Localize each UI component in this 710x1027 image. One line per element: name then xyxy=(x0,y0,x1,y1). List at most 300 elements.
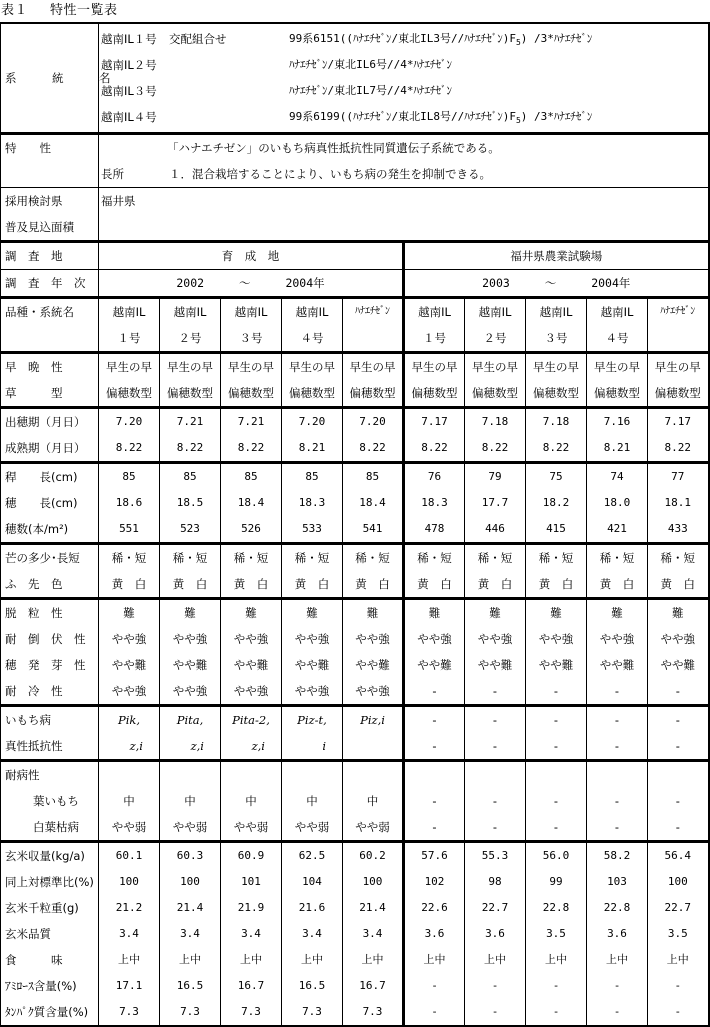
cell-value: 56.4 xyxy=(664,849,692,862)
variety-name: ﾊﾅｴﾁｾﾞﾝ xyxy=(660,306,696,317)
value-cell xyxy=(404,599,465,706)
site-group2 xyxy=(404,242,709,270)
cell-value: 上中 xyxy=(361,953,384,966)
cell-value: 7.20 xyxy=(359,415,386,428)
cell-value: やや強 xyxy=(233,684,269,698)
blast-gene-2: - xyxy=(553,739,559,753)
value-cell xyxy=(526,544,587,599)
blast-gene-1: - xyxy=(675,713,680,727)
cell-value: やや弱 xyxy=(111,820,147,834)
cell-value: 16.5 xyxy=(298,979,326,992)
cell-value: 85 xyxy=(365,470,380,483)
cell-value: 7.3 xyxy=(362,1005,383,1018)
cell-value: 上中 xyxy=(666,953,689,966)
cell-value: 18.3 xyxy=(298,496,326,509)
variety-name: 越南IL xyxy=(600,305,634,319)
cell-value: 上中 xyxy=(606,953,628,966)
variety-header-cell xyxy=(465,298,526,353)
value-cell xyxy=(99,408,160,463)
cell-value: 稀・短 xyxy=(477,551,513,565)
variety-number: ２号 xyxy=(483,331,507,345)
value-cell xyxy=(160,353,221,408)
value-cell xyxy=(99,842,160,1027)
cell-value: 7.17 xyxy=(421,415,448,428)
cell-value: 早生の早 xyxy=(106,360,152,374)
row-label: 白葉枯病 xyxy=(33,820,79,834)
cell-value: 早生の早 xyxy=(167,360,213,374)
cross-label: 交配組合せ xyxy=(169,32,227,46)
cell-value: 76 xyxy=(427,470,442,483)
blast-gene-2: z,i xyxy=(129,739,143,753)
cell-value: 22.8 xyxy=(542,901,570,914)
value-cell xyxy=(587,761,648,842)
row-label-cell xyxy=(1,706,99,761)
variety-header-cell xyxy=(648,298,709,353)
blast-gene-1: - xyxy=(492,713,498,727)
cell-value: 77 xyxy=(671,470,685,483)
cell-value: 8.22 xyxy=(421,441,448,454)
cell-value: 7.3 xyxy=(302,1005,322,1018)
cell-value: 16.5 xyxy=(176,979,204,992)
value-cell xyxy=(221,353,282,408)
lines-label: 系 統 名 xyxy=(5,71,123,85)
cell-value: 98 xyxy=(488,875,502,888)
blast-gene-2 xyxy=(345,733,400,759)
cell-value: 60.3 xyxy=(176,849,204,862)
years-row xyxy=(1,270,709,298)
variety-name: ﾊﾅｴﾁｾﾞﾝ xyxy=(355,306,390,317)
value-cell xyxy=(99,544,160,599)
value-cell xyxy=(160,842,221,1027)
cell-value: 3.6 xyxy=(424,927,445,940)
value-cell xyxy=(648,761,709,842)
row-label: 早 晩 性 xyxy=(5,360,63,374)
cell-value: 103 xyxy=(607,875,627,888)
row-label: ｱﾐﾛｰｽ含量(%) xyxy=(5,979,77,993)
cell-value: やや難 xyxy=(599,658,635,672)
cell-value: 60.9 xyxy=(237,849,265,862)
variety-label: 品種・系統名 xyxy=(5,305,74,319)
pedigree-subscript: 5 xyxy=(515,116,521,125)
variety-name: 越南IL xyxy=(478,305,512,319)
cell-value: 100 xyxy=(119,875,139,888)
cross-label xyxy=(169,52,289,78)
value-cell xyxy=(587,463,648,544)
row-label-cell xyxy=(1,599,99,706)
cell-value: 7.20 xyxy=(298,415,326,428)
cell-value: 79 xyxy=(488,470,502,483)
cell-value: 21.2 xyxy=(115,901,143,914)
cell-value: 7.3 xyxy=(241,1005,261,1018)
cell-value: - xyxy=(432,820,437,834)
value-cell xyxy=(465,706,526,761)
cell-value: - xyxy=(552,979,560,992)
value-cell xyxy=(99,761,160,842)
cell-value: やや強 xyxy=(538,632,574,646)
cell-value: 上中 xyxy=(423,953,446,966)
line-name: 越南IL２号 xyxy=(101,58,157,72)
cell-value: 稀・短 xyxy=(538,551,574,565)
traits-section xyxy=(1,134,709,188)
cell-value: 16.7 xyxy=(237,979,265,992)
years-group1 xyxy=(99,270,404,298)
pedigree-main: 99系6151((ﾊﾅｴﾁｾﾞﾝ/東北IL3号//ﾊﾅｴﾁｾﾞﾝ)F xyxy=(289,32,516,45)
cell-value: 74 xyxy=(610,470,624,483)
cell-value: やや強 xyxy=(111,632,147,646)
cell-value: 22.6 xyxy=(421,901,448,914)
cell-value: 黄 白 xyxy=(355,577,390,591)
cell-value: 8.21 xyxy=(603,441,631,454)
cell-value: 18.2 xyxy=(542,496,570,509)
cell-value: やや難 xyxy=(477,658,513,672)
row-label-cell xyxy=(1,408,99,463)
cross-label xyxy=(169,78,289,104)
cell-value: 稀・短 xyxy=(355,551,390,565)
cell-value: 難 xyxy=(611,606,623,620)
value-cell xyxy=(343,463,404,544)
traits-description: 「ハナエチゼン」のいもち病真性抵抗性同質遺伝子系統である。 xyxy=(167,141,500,155)
value-cell xyxy=(282,353,343,408)
value-cell xyxy=(587,599,648,706)
cell-value: 7.18 xyxy=(481,415,509,428)
cell-value: 18.0 xyxy=(603,496,631,509)
cell-value: やや難 xyxy=(233,658,269,672)
value-cell xyxy=(282,706,343,761)
years-label-cell xyxy=(1,270,99,298)
cell-value: - xyxy=(432,794,437,808)
cell-value: 22.7 xyxy=(664,901,692,914)
blast-gene-1: Pita, xyxy=(176,713,204,727)
cell-value: 黄 白 xyxy=(477,577,513,591)
lines-label-cell xyxy=(1,23,123,134)
adoption-label: 採用検討県 xyxy=(5,194,63,208)
variety-name: 越南IL xyxy=(112,305,146,319)
pedigree xyxy=(289,104,592,130)
maturity-group xyxy=(1,353,709,408)
cell-value: - xyxy=(492,794,498,808)
cell-value: 難 xyxy=(184,606,196,620)
cell-value: 3.4 xyxy=(241,927,261,940)
cell-value: 中 xyxy=(306,794,318,808)
cell-value: やや強 xyxy=(233,632,269,646)
cell-value: - xyxy=(431,979,438,992)
row-label: 脱 粒 性 xyxy=(5,606,63,620)
cell-value: - xyxy=(553,794,559,808)
row-label: 玄米千粒重(g) xyxy=(5,901,79,915)
value-cell xyxy=(221,408,282,463)
cell-value: 8.22 xyxy=(115,441,143,454)
blast-gene-2: - xyxy=(432,739,437,753)
value-cell xyxy=(99,706,160,761)
cell-value: やや難 xyxy=(660,658,696,672)
cell-value: 偏穂数型 xyxy=(411,386,458,400)
site-group1 xyxy=(99,242,404,270)
blast-resistance-group xyxy=(1,706,709,761)
line-entry xyxy=(101,52,706,78)
traits-content xyxy=(99,134,709,188)
value-cell xyxy=(587,842,648,1027)
cell-value: 上中 xyxy=(118,953,140,966)
line-entry xyxy=(101,104,706,130)
cell-value: - xyxy=(492,820,498,834)
cell-value: 早生の早 xyxy=(472,360,518,374)
cell-value: 7.20 xyxy=(115,415,143,428)
years-label: 調 査 年 次 xyxy=(5,276,86,290)
cell-value: 3.4 xyxy=(362,927,383,940)
cell-value: やや難 xyxy=(417,658,452,672)
cell-value: 難 xyxy=(550,606,562,620)
awn-group xyxy=(1,544,709,599)
cell-value: 早生の早 xyxy=(594,360,640,374)
cell-value: 7.17 xyxy=(664,415,692,428)
site-label-cell xyxy=(1,242,99,270)
line-name: 越南IL１号 xyxy=(101,32,157,46)
row-label-cell xyxy=(1,761,99,842)
value-cell xyxy=(221,599,282,706)
cell-value: 7.18 xyxy=(542,415,570,428)
row-label: 穂 発 芽 性 xyxy=(5,658,86,672)
value-cell xyxy=(99,353,160,408)
cell-value: 黄 白 xyxy=(111,577,147,591)
pedigree-main: ﾊﾅｴﾁｾﾞﾝ/東北IL7号//4*ﾊﾅｴﾁｾﾞﾝ xyxy=(289,84,452,97)
traits-label: 特 性 xyxy=(5,141,51,155)
cell-value: - xyxy=(674,1005,682,1018)
cell-value: - xyxy=(614,684,620,698)
cell-value: - xyxy=(614,794,620,808)
cell-value: 104 xyxy=(302,875,322,888)
cell-value: 難 xyxy=(245,606,257,620)
value-cell xyxy=(587,353,648,408)
value-cell xyxy=(343,706,404,761)
cell-value: 難 xyxy=(123,606,135,620)
cell-value: やや強 xyxy=(599,632,635,646)
cell-value: 上中 xyxy=(179,953,201,966)
merit-label: 長所 xyxy=(101,167,124,181)
value-cell xyxy=(343,544,404,599)
cell-value: 稀・短 xyxy=(660,551,696,565)
cell-value: 100 xyxy=(362,875,383,888)
cell-value: やや強 xyxy=(111,684,147,698)
variety-header-cell xyxy=(404,298,465,353)
row-label: 芒の多少･長短 xyxy=(5,551,80,565)
cell-value: 稀・短 xyxy=(294,551,330,565)
blast-gene-2: z,i xyxy=(190,739,204,753)
cell-value: 偏穂数型 xyxy=(594,386,640,400)
cell-value: 早生の早 xyxy=(228,360,274,374)
value-cell xyxy=(526,408,587,463)
cell-value: - xyxy=(675,684,680,698)
cell-value: 18.5 xyxy=(176,496,204,509)
adoption-value: 福井県 xyxy=(101,194,136,208)
blast-label-2: 真性抵抗性 xyxy=(5,739,63,753)
cell-value: 56.0 xyxy=(542,849,570,862)
row-label: 玄米品質 xyxy=(5,927,51,941)
cell-value: - xyxy=(491,979,499,992)
pedigree-tail: ) /3*ﾊﾅｴﾁｾﾞﾝ xyxy=(520,32,593,45)
blast-gene-1: Pik, xyxy=(117,713,141,727)
cell-value: 8.22 xyxy=(481,441,509,454)
line-entry xyxy=(101,26,706,52)
pedigree xyxy=(289,78,452,104)
cell-value: やや強 xyxy=(172,632,208,646)
value-cell xyxy=(282,761,343,842)
cell-value: やや強 xyxy=(660,632,696,646)
value-cell xyxy=(404,353,465,408)
variety-name: 越南IL xyxy=(173,305,207,319)
row-label: ﾀﾝﾊﾟｸ質含量(%) xyxy=(5,1005,89,1019)
blast-gene-1: - xyxy=(553,713,559,727)
blast-gene-1: Piz,i xyxy=(360,713,385,727)
cell-value: やや強 xyxy=(355,632,390,646)
value-cell xyxy=(648,842,709,1027)
cell-value: 黄 白 xyxy=(660,577,696,591)
cell-value: 早生の早 xyxy=(289,360,335,374)
cell-value: 難 xyxy=(306,606,318,620)
site-group2-text: 福井県農業試験場 xyxy=(510,249,603,263)
cell-value: 17.7 xyxy=(481,496,509,509)
cell-value: - xyxy=(491,1005,499,1018)
cell-value: 偏穂数型 xyxy=(228,386,274,400)
years-group2 xyxy=(404,270,709,298)
cell-value: 黄 白 xyxy=(233,577,269,591)
cell-value: - xyxy=(432,684,437,698)
value-cell xyxy=(404,408,465,463)
pedigree-main: 99系6199((ﾊﾅｴﾁｾﾞﾝ/東北IL8号//ﾊﾅｴﾁｾﾞﾝ)F xyxy=(289,110,516,123)
cell-value: 中 xyxy=(123,794,135,808)
cell-value: 7.21 xyxy=(237,415,265,428)
cell-value: 黄 白 xyxy=(294,577,330,591)
cell-value: 黄 白 xyxy=(417,577,452,591)
group-label: 耐病性 xyxy=(5,768,40,782)
value-cell xyxy=(648,706,709,761)
value-cell xyxy=(526,842,587,1027)
cell-value: 中 xyxy=(184,794,196,808)
value-cell xyxy=(282,408,343,463)
variety-number: １号 xyxy=(423,331,446,345)
row-label: 草 型 xyxy=(5,386,63,400)
cell-value: 8.22 xyxy=(176,441,204,454)
cell-value: 99 xyxy=(549,875,563,888)
value-cell xyxy=(99,463,160,544)
cell-value: - xyxy=(614,820,620,834)
cell-value: 早生の早 xyxy=(411,360,458,374)
cell-value: 85 xyxy=(244,470,258,483)
cell-value: やや強 xyxy=(355,684,390,698)
cell-value: 中 xyxy=(366,794,379,808)
variety-name: 越南IL xyxy=(295,305,329,319)
cell-value: やや弱 xyxy=(172,820,208,834)
cell-value: - xyxy=(675,820,680,834)
line-name: 越南IL４号 xyxy=(101,110,157,124)
variety-number: １号 xyxy=(117,331,141,345)
traits-label-cell xyxy=(1,134,99,188)
pedigree-main: ﾊﾅｴﾁｾﾞﾝ/東北IL6号//4*ﾊﾅｴﾁｾﾞﾝ xyxy=(289,58,452,71)
value-cell xyxy=(465,599,526,706)
line-entry xyxy=(101,78,706,104)
cell-value: やや弱 xyxy=(355,820,390,834)
value-cell xyxy=(160,408,221,463)
value-cell xyxy=(526,463,587,544)
variety-header-cell xyxy=(160,298,221,353)
cell-value: - xyxy=(552,1005,560,1018)
value-cell xyxy=(282,842,343,1027)
blast-gene-1: Piz-t, xyxy=(297,713,327,727)
value-cell xyxy=(160,599,221,706)
variety-number: ３号 xyxy=(239,331,263,345)
variety-number: ４号 xyxy=(605,331,629,345)
value-cell xyxy=(648,544,709,599)
variety-header-cell xyxy=(587,298,648,353)
site-label: 調 査 地 xyxy=(5,249,63,263)
cell-value: 稀・短 xyxy=(233,551,269,565)
years-group2-from: 2003 xyxy=(482,276,510,290)
blast-gene-2: - xyxy=(614,739,620,753)
row-label: 耐 倒 伏 性 xyxy=(5,632,86,646)
cell-value: 533 xyxy=(302,522,322,535)
blast-label-1: いもち病 xyxy=(5,713,51,727)
cell-value: やや弱 xyxy=(233,820,269,834)
adoption-section xyxy=(1,188,709,242)
variety-name: 越南IL xyxy=(418,305,451,319)
cell-value: 偏穂数型 xyxy=(472,386,518,400)
value-cell xyxy=(465,544,526,599)
site-row xyxy=(1,242,709,270)
cell-value: 黄 白 xyxy=(599,577,635,591)
variety-number xyxy=(345,325,400,351)
pedigree-subscript: 5 xyxy=(515,38,521,47)
row-label: 成熟期（月日） xyxy=(5,441,86,455)
cell-value: - xyxy=(675,794,680,808)
characteristics-table xyxy=(0,22,710,1027)
value-cell xyxy=(160,463,221,544)
cell-value: 7.21 xyxy=(176,415,204,428)
value-cell xyxy=(160,706,221,761)
cell-value: やや難 xyxy=(294,658,330,672)
cell-value: 稀・短 xyxy=(111,551,147,565)
yield-quality-group xyxy=(1,842,709,1027)
cell-value: 102 xyxy=(424,875,445,888)
cell-value: 21.4 xyxy=(359,901,386,914)
variety-header-cell xyxy=(99,298,160,353)
cell-value: 18.4 xyxy=(237,496,265,509)
value-cell xyxy=(343,842,404,1027)
cell-value: 22.7 xyxy=(481,901,509,914)
value-cell xyxy=(648,408,709,463)
cell-value: やや難 xyxy=(111,658,147,672)
value-cell xyxy=(404,761,465,842)
pedigree-tail: ) /3*ﾊﾅｴﾁｾﾞﾝ xyxy=(520,110,593,123)
value-cell xyxy=(587,706,648,761)
blast-gene-2: - xyxy=(675,739,680,753)
cell-value: 上中 xyxy=(545,953,567,966)
cell-value: 100 xyxy=(667,875,688,888)
value-cell xyxy=(343,353,404,408)
cell-value: 21.9 xyxy=(237,901,265,914)
cell-value: 85 xyxy=(183,470,197,483)
cell-value: - xyxy=(613,1005,621,1018)
cell-value: - xyxy=(674,979,682,992)
cell-value: 551 xyxy=(119,522,139,535)
row-label: 耐 冷 性 xyxy=(5,684,63,698)
row-label: ふ 先 色 xyxy=(5,577,63,591)
cell-value: 上中 xyxy=(240,953,262,966)
cell-value: 稀・短 xyxy=(417,551,452,565)
value-cell xyxy=(404,544,465,599)
cell-value: 58.2 xyxy=(603,849,631,862)
pedigree xyxy=(289,52,452,78)
value-cell xyxy=(465,761,526,842)
row-label: 同上対標準比(%) xyxy=(5,875,94,889)
